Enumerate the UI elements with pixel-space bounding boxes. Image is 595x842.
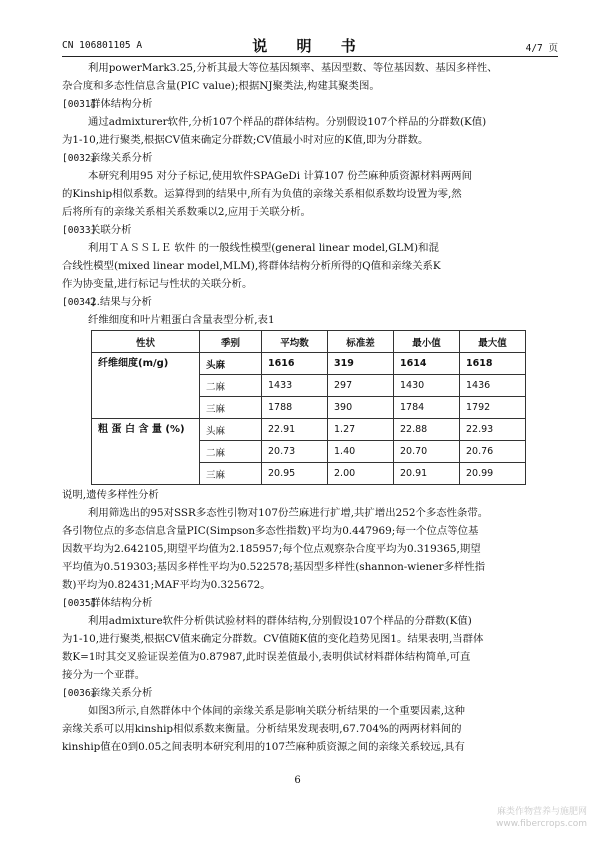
line-text: 平均值为0.519303;基因多样性平均为0.522578;基因型多样性(shannon-wiener多样性指 bbox=[62, 561, 486, 573]
table-cell: 1788 bbox=[262, 397, 328, 419]
text-line bbox=[62, 720, 558, 738]
table-cell: 390 bbox=[328, 397, 394, 419]
paragraph-heading bbox=[62, 293, 558, 311]
section-heading: 2.结果与分析 bbox=[90, 296, 152, 308]
table-cell: 1436 bbox=[460, 375, 526, 397]
patent-number: CN 106801105 A bbox=[62, 40, 143, 51]
paragraph-number: [0031] bbox=[62, 99, 97, 110]
text-line bbox=[62, 540, 558, 558]
line-text: 数)平均为0.82431;MAF平均为0.325672。 bbox=[62, 579, 271, 591]
table-cell: 20.70 bbox=[394, 441, 460, 463]
line-text: 接分为一个亚群。 bbox=[62, 669, 146, 681]
line-text: 利用powerMark3.25,分析其最大等位基因频率、基因型数、等位基因数、基因多样性、 bbox=[88, 62, 498, 74]
line-text: 作为协变量,进行标记与性状的关联分析。 bbox=[62, 278, 253, 290]
line-text: 利用ＴＡＳＳＬＥ 软件 的一般线性模型(general linear model,GLM)和混 bbox=[88, 242, 439, 254]
table-header-row bbox=[92, 331, 526, 353]
table-cell: 22.93 bbox=[460, 419, 526, 441]
text-line bbox=[62, 738, 558, 756]
text-line bbox=[88, 702, 558, 720]
line-text: 通过admixturer软件,分析107个样品的群体结构。分别假设107个样品的分群数(K值) bbox=[88, 116, 487, 128]
table-cell: 1.40 bbox=[328, 441, 394, 463]
text-line bbox=[62, 522, 558, 540]
line-text: kinship值在0到0.05之间表明本研究利用的107苎麻种质资源之间的亲缘关系较远,具有 bbox=[62, 741, 465, 753]
text-line bbox=[88, 59, 558, 77]
season-cell: 三麻 bbox=[200, 463, 262, 485]
line-text: 合线性模型(mixed linear model,MLM),将群体结构分析所得的Q值和亲缘关系K bbox=[62, 260, 441, 272]
table-header: 最大值 bbox=[460, 331, 526, 353]
table-row bbox=[92, 419, 526, 441]
text-line bbox=[62, 275, 558, 293]
text-line bbox=[62, 630, 558, 648]
text-line bbox=[88, 239, 558, 257]
line-text: 各引物位点的多态信息含量PIC(Simpson多态性指数)平均为0.447969;每一个位点等位基 bbox=[62, 525, 479, 537]
text-line bbox=[62, 648, 558, 666]
section-heading: 群体结构分析 bbox=[90, 98, 153, 110]
line-text: 为1-10,进行聚类,根据CV值来确定分群数;CV值最小时对应的K值,即为分群数。 bbox=[62, 134, 429, 146]
text-line bbox=[88, 311, 558, 329]
table-cell: 20.99 bbox=[460, 463, 526, 485]
season-cell: 头麻 bbox=[200, 353, 262, 375]
document-title: 说 明 书 bbox=[252, 37, 368, 55]
line-text: 的Kinship相似系数。运算得到的结果中,所有为负值的亲缘关系相似系数均设置为零,然 bbox=[62, 188, 462, 200]
trait-cell: 纤维细度(m/g) bbox=[92, 353, 200, 419]
table-cell: 1430 bbox=[394, 375, 460, 397]
season-cell: 头麻 bbox=[200, 419, 262, 441]
line-text: 利用筛选出的95对SSR多态性引物对107份苎麻进行扩增,共扩增出252个多态性条带。 bbox=[88, 507, 489, 519]
paragraph-number: [0032] bbox=[62, 153, 97, 164]
paragraph-heading bbox=[62, 594, 558, 612]
table-cell: 1792 bbox=[460, 397, 526, 419]
table-header: 性状 bbox=[92, 331, 200, 353]
text-line bbox=[62, 666, 558, 684]
paragraph-number: [0035] bbox=[62, 598, 97, 609]
table-cell: 1784 bbox=[394, 397, 460, 419]
table-header: 季别 bbox=[200, 331, 262, 353]
line-text: 本研究利用95 对分子标记,使用软件SPAGeDi 计算107 份苎麻种质资源材料两两间 bbox=[88, 170, 472, 182]
table-cell: 1618 bbox=[460, 353, 526, 375]
line-text: 利用admixture软件分析供试验材料的群体结构,分别假设107个样品的分群数(K值) bbox=[88, 615, 472, 627]
table-cell: 2.00 bbox=[328, 463, 394, 485]
table-cell: 20.95 bbox=[262, 463, 328, 485]
line-text: 为1-10,进行聚类,根据CV值来确定分群数。CV值随K值的变化趋势见图1。结果表明,当群体 bbox=[62, 633, 484, 645]
paragraph-number: [0036] bbox=[62, 688, 97, 699]
line-text: 因数平均为2.642105,期望平均值为2.185957;每个位点观察杂合度平均为0.319365,期望 bbox=[62, 543, 481, 555]
table-cell: 1614 bbox=[394, 353, 460, 375]
table-header: 标准差 bbox=[328, 331, 394, 353]
line-text: 说明,遗传多样性分析 bbox=[62, 489, 159, 501]
paragraph-heading bbox=[62, 95, 558, 113]
page-indicator: 4/7 页 bbox=[525, 43, 558, 54]
watermark-line: www.fibercrops.com bbox=[496, 819, 587, 829]
table-cell: 1433 bbox=[262, 375, 328, 397]
season-cell: 三麻 bbox=[200, 397, 262, 419]
table-cell: 22.88 bbox=[394, 419, 460, 441]
line-text: 亲缘关系可以用kinship相似系数来衡量。分析结果发现表明,67.704%的两两材料间的 bbox=[62, 723, 462, 735]
table-cell: 1616 bbox=[262, 353, 328, 375]
line-text: 后将所有的亲缘关系相关系数乘以2,应用于关联分析。 bbox=[62, 206, 311, 218]
watermark bbox=[496, 806, 587, 830]
trait-cell: 粗 蛋 白 含 量 (%) bbox=[92, 419, 200, 485]
season-cell: 二麻 bbox=[200, 375, 262, 397]
text-line bbox=[88, 612, 558, 630]
section-heading: 亲缘关系分析 bbox=[90, 687, 153, 699]
table-cell: 1.27 bbox=[328, 419, 394, 441]
line-text: 杂合度和多态性信息含量(PIC value);根据NJ聚类法,构建其聚类图。 bbox=[62, 80, 380, 92]
text-line bbox=[88, 113, 558, 131]
paragraph-heading bbox=[62, 684, 558, 702]
text-line bbox=[62, 558, 558, 576]
section-heading: 亲缘关系分析 bbox=[90, 152, 153, 164]
text-line bbox=[62, 77, 558, 95]
paragraph-number: [0034] bbox=[62, 297, 97, 308]
text-line bbox=[62, 131, 558, 149]
table-cell: 20.91 bbox=[394, 463, 460, 485]
table-cell: 319 bbox=[328, 353, 394, 375]
line-text: 数K=1时其交叉验证误差值为0.87987,此时误差值最小,表明供试材料群体结构简单,可直 bbox=[62, 651, 471, 663]
text-line bbox=[62, 486, 558, 504]
page-header bbox=[62, 34, 558, 57]
text-line bbox=[62, 576, 558, 594]
paragraph-number: [0033] bbox=[62, 225, 97, 236]
section-heading: 群体结构分析 bbox=[90, 597, 153, 609]
table-header: 平均数 bbox=[262, 331, 328, 353]
watermark-line: 麻类作物营养与施肥网 bbox=[496, 807, 587, 817]
text-line bbox=[62, 185, 558, 203]
page-number: 6 bbox=[294, 775, 301, 786]
table-header: 最小值 bbox=[394, 331, 460, 353]
section-heading: 关联分析 bbox=[90, 224, 132, 236]
line-text: 纤维细度和叶片粗蛋白含量表型分析,表1 bbox=[88, 314, 275, 326]
text-line bbox=[88, 504, 558, 522]
table-cell: 20.73 bbox=[262, 441, 328, 463]
text-line bbox=[62, 257, 558, 275]
table-row bbox=[92, 353, 526, 375]
table-cell: 20.76 bbox=[460, 441, 526, 463]
line-text: 如图3所示,自然群体中个体间的亲缘关系是影响关联分析结果的一个重要因素,这种 bbox=[88, 705, 465, 717]
table-cell: 22.91 bbox=[262, 419, 328, 441]
text-line bbox=[88, 167, 558, 185]
season-cell: 二麻 bbox=[200, 441, 262, 463]
table-cell: 297 bbox=[328, 375, 394, 397]
phenotype-table bbox=[91, 330, 526, 485]
paragraph-heading bbox=[62, 149, 558, 167]
text-line bbox=[62, 203, 558, 221]
paragraph-heading bbox=[62, 221, 558, 239]
